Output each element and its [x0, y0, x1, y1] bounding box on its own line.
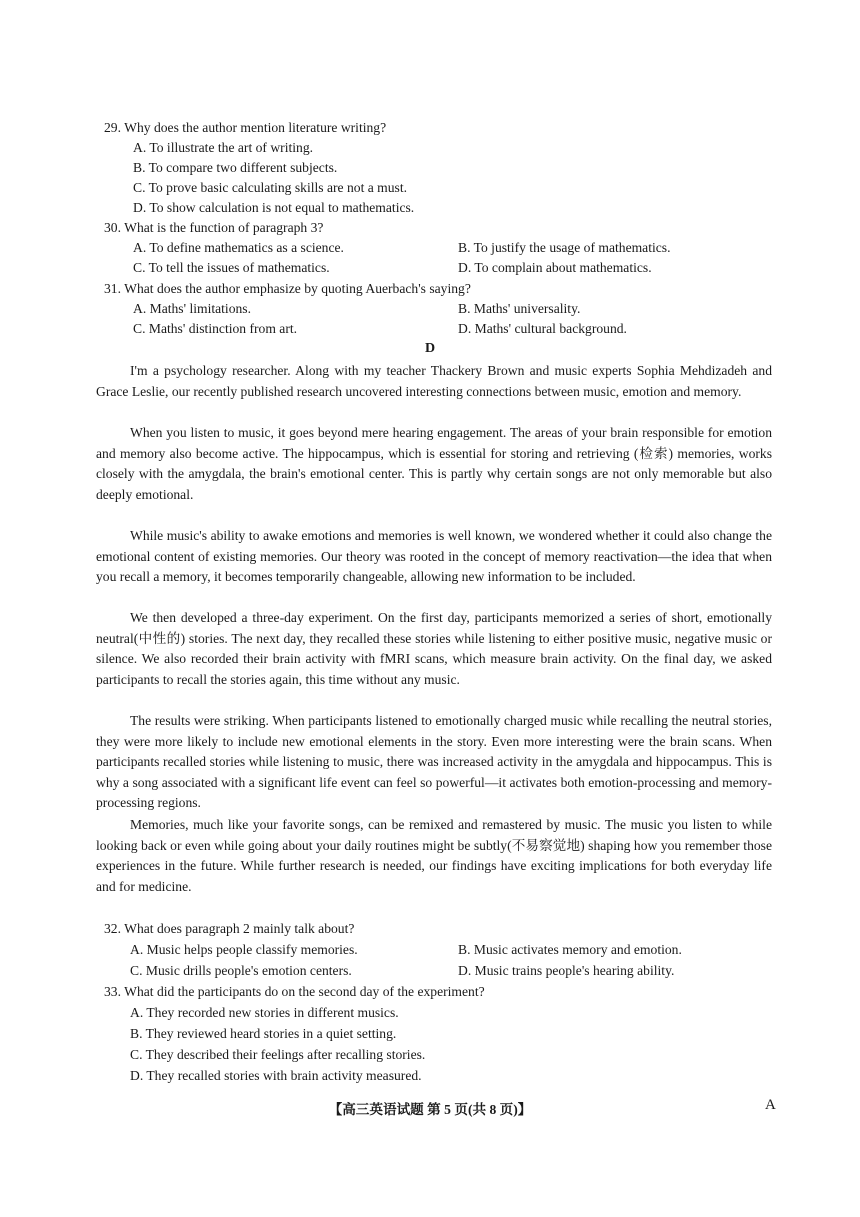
exam-version-mark: A	[765, 1097, 776, 1113]
passage-paragraph-2: When you listen to music, it goes beyond mere hearing engagement. The areas of your brain responsible for emotion and memory also become active. The hippocampus, which is essential for storing and retrieving (检索) memories, works closely with the amygdala, the brain's emotional center. This is partly why certain songs are not only memorable but also deeply emotional.	[96, 425, 772, 502]
section-label: D	[424, 341, 436, 356]
question-30-stem: 30. What is the function of paragraph 3?	[104, 220, 324, 235]
question-33-option-c: C. They described their feelings after recalling stories.	[130, 1047, 426, 1062]
question-32-option-c: C. Music drills people's emotion centers.	[130, 963, 352, 978]
question-29-option-d: D. To show calculation is not equal to mathematics.	[133, 200, 415, 215]
question-30-option-c: C. To tell the issues of mathematics.	[133, 260, 330, 275]
question-33-option-b: B. They reviewed heard stories in a quiet setting.	[130, 1026, 397, 1041]
question-33-stem: 33. What did the participants do on the second day of the experiment?	[104, 984, 485, 999]
question-29-stem: 29. Why does the author mention literature writing?	[104, 120, 387, 135]
question-32-option-b: B. Music activates memory and emotion.	[458, 942, 682, 957]
question-31-option-d: D. Maths' cultural background.	[458, 321, 627, 336]
question-31-option-a: A. Maths' limitations.	[133, 301, 251, 316]
question-31-option-b: B. Maths' universality.	[458, 301, 581, 316]
question-33-option-a: A. They recorded new stories in different musics.	[130, 1005, 399, 1020]
page-footer-label: 【高三英语试题 第 5 页(共 8 页)】	[328, 1102, 532, 1117]
question-31-option-c: C. Maths' distinction from art.	[133, 321, 298, 336]
question-29-option-b: B. To compare two different subjects.	[133, 160, 338, 175]
question-32-option-d: D. Music trains people's hearing ability.	[458, 963, 675, 978]
passage-paragraph-4: We then developed a three-day experiment. On the first day, participants memorized a series of short, emotionally neutral(中性的) stories. The next day, they recalled these stories while listening to either positive music, negative music or silence. We also recorded their brain activity with fMRI scans, which measure brain activity. On the final day, we asked participants to recall the stories again, this time without any music.	[96, 610, 772, 687]
question-31-stem: 31. What does the author emphasize by quoting Auerbach's saying?	[104, 281, 471, 296]
passage-paragraph-6: Memories, much like your favorite songs, can be remixed and remastered by music. The music you listen to while looking back or even while going about your daily routines might be subtly(不易察觉地) shaping how you remember those experiences in the future. While further research is needed, our findings have exciting implications for both everyday life and for medicine.	[96, 817, 772, 894]
passage-paragraph-3: While music's ability to awake emotions and memories is well known, we wondered whether it could also change the emotional content of existing memories. Our theory was rooted in the concept of memory reactivation—the idea that when you recall a memory, it becomes temporarily changeable, allowing new information to be included.	[96, 528, 772, 585]
question-30-option-a: A. To define mathematics as a science.	[133, 240, 344, 255]
passage-paragraph-5: The results were striking. When participants listened to emotionally charged music while recalling the neutral stories, they were more likely to include new emotional elements in the story. Even more interesting were the brain scans. When participants recalled stories while listening to music, there was increased activity in the amygdala and hippocampus. This is why a song associated with a significant life event can feel so powerful—it activates both emotion-processing and memory-processing regions.	[96, 713, 772, 811]
question-33-option-d: D. They recalled stories with brain activity measured.	[130, 1068, 422, 1083]
question-29-option-c: C. To prove basic calculating skills are not a must.	[133, 180, 408, 195]
question-29-option-a: A. To illustrate the art of writing.	[133, 140, 314, 155]
question-32-option-a: A. Music helps people classify memories.	[130, 942, 358, 957]
question-30-option-d: D. To complain about mathematics.	[458, 260, 652, 275]
question-32-stem: 32. What does paragraph 2 mainly talk about?	[104, 921, 355, 936]
question-30-option-b: B. To justify the usage of mathematics.	[458, 240, 671, 255]
passage-paragraph-1: I'm a psychology researcher. Along with my teacher Thackery Brown and music experts Sophia Mehdizadeh and Grace Leslie, our recently published research uncovered interesting connections between music, emotion and memory.	[96, 363, 772, 399]
